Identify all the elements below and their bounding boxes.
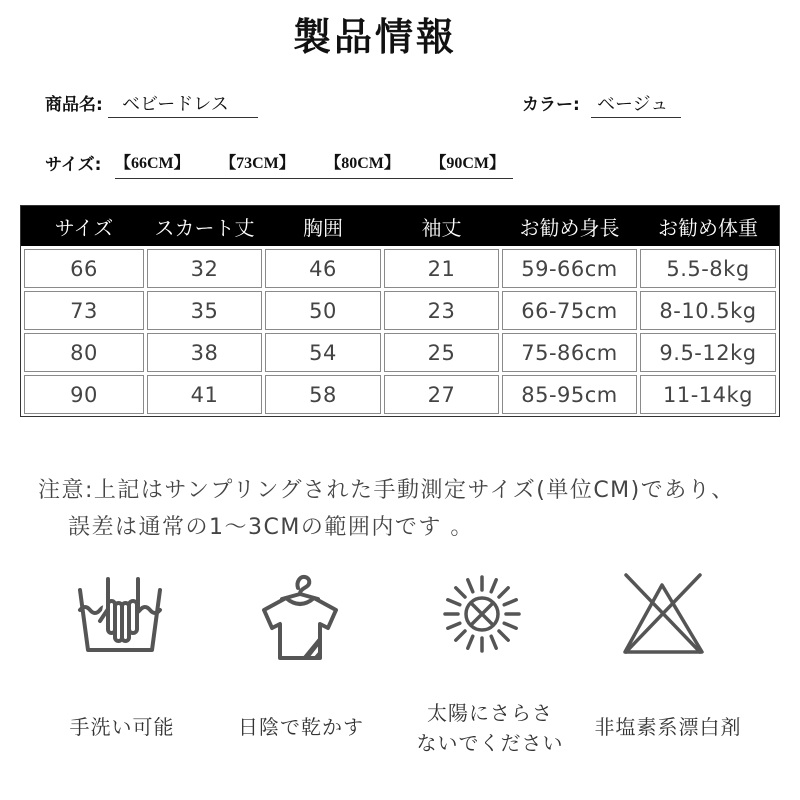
table-cell: 54: [265, 333, 381, 372]
table-header-row: [21, 206, 779, 246]
table-cell: 85-95cm: [502, 375, 637, 414]
table-cell: 75-86cm: [502, 333, 637, 372]
care-label-no-bleach: [583, 712, 753, 742]
table-header-cell: サイズ: [54, 215, 114, 240]
table-cell: 66-75cm: [502, 291, 637, 330]
table-cell: 46: [265, 249, 381, 288]
table-cell: 21: [384, 249, 499, 288]
sizes-label: サイズ:: [45, 155, 102, 175]
size-option: 【90CM】: [430, 155, 505, 172]
table-cell: 58: [265, 375, 381, 414]
table-cell: 50: [265, 291, 381, 330]
no-sun-icon: [432, 566, 532, 666]
table-cell: 25: [384, 333, 499, 372]
care-label-text: 太陽にさらさ: [427, 701, 553, 725]
measurement-note-line1: 注意:上記はサンプリングされた手動測定サイズ(単位CM)であり、: [38, 478, 735, 503]
care-label-text: ないでください: [416, 731, 564, 755]
table-cell: 90: [24, 375, 144, 414]
product-name-value: ベビードレス: [108, 93, 258, 118]
table-cell: 66: [24, 249, 144, 288]
table-cell: 9.5-12kg: [640, 333, 776, 372]
care-label-text: 非塩素系漂白剤: [594, 715, 742, 739]
page-title: 製品情報: [292, 15, 457, 59]
table-header-cell: お勧め身長: [519, 215, 620, 240]
table-header-cell: お勧め体重: [658, 215, 758, 240]
table-body: [21, 246, 779, 416]
size-option: 【66CM】: [115, 155, 190, 172]
table-header-cell: 胸囲: [303, 215, 343, 240]
table-cell: 23: [384, 291, 499, 330]
hand-wash-icon: [70, 565, 170, 665]
table-cell: 80: [24, 333, 144, 372]
table-cell: 8-10.5kg: [640, 291, 776, 330]
table-cell: 5.5-8kg: [640, 249, 776, 288]
measurement-note-line2: 誤差は通常の1～3CMの範囲内です 。: [68, 515, 474, 540]
care-label-text: 日陰で乾かす: [238, 715, 364, 739]
care-label-hand-wash: [57, 712, 187, 742]
table-cell: 35: [147, 291, 262, 330]
color-value: ベージュ: [591, 93, 681, 118]
size-table: [20, 205, 780, 417]
table-cell: 73: [24, 291, 144, 330]
color-label: カラー:: [522, 95, 580, 115]
product-name-label: 商品名:: [45, 95, 103, 115]
care-label-shade-dry: [226, 712, 376, 742]
table-cell: 32: [147, 249, 262, 288]
table-cell: 27: [384, 375, 499, 414]
size-option: 【73CM】: [220, 155, 295, 172]
table-cell: 11-14kg: [640, 375, 776, 414]
table-header-cell: スカート丈: [154, 215, 255, 240]
care-label-no-sun: [405, 698, 575, 758]
shade-dry-icon: [250, 566, 350, 666]
table-header-cell: 袖丈: [421, 215, 462, 240]
table-cell: 59-66cm: [502, 249, 637, 288]
size-options: [115, 152, 513, 179]
table-cell: 41: [147, 375, 262, 414]
no-bleach-icon: [612, 567, 712, 667]
size-option: 【80CM】: [325, 155, 400, 172]
table-cell: 38: [147, 333, 262, 372]
care-label-text: 手洗い可能: [69, 715, 175, 739]
